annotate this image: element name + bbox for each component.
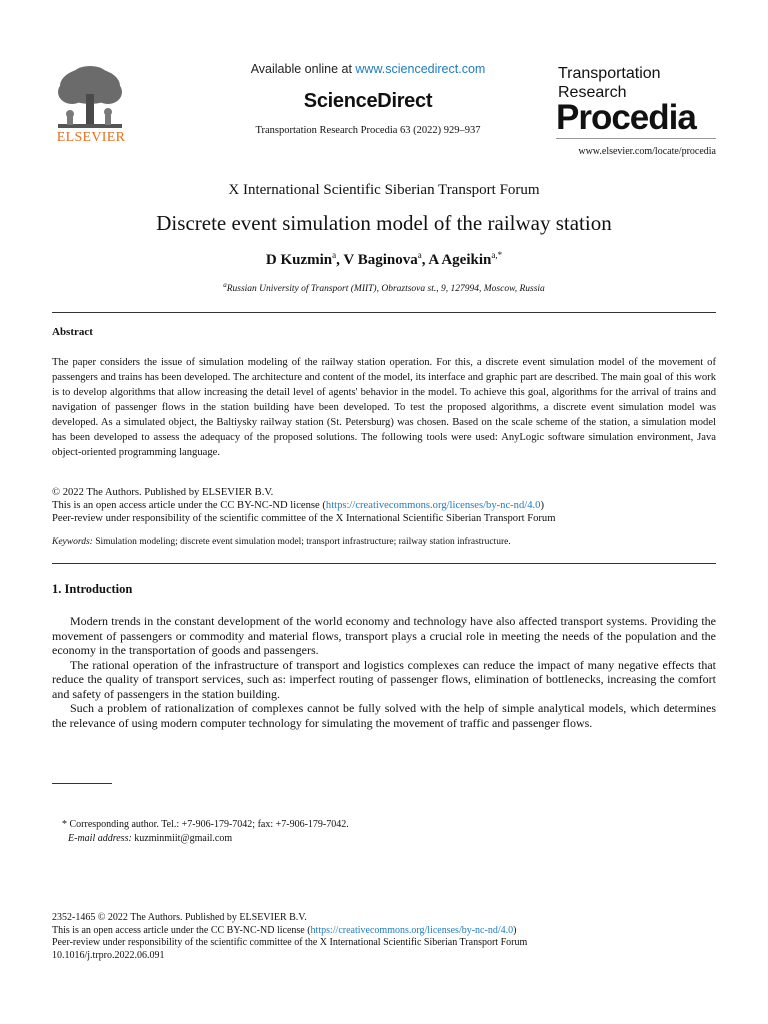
license-line <box>52 499 716 512</box>
paragraph: Modern trends in the constant development of the world economy and technology have also affected transport systems. Providing the movement of passengers or commodity and material flows, transport plays a crucial role in meeting the needs of the population and the economy in the transportation of goods and passengers. <box>52 614 716 657</box>
bottom-license-line <box>52 925 716 938</box>
author-name: V Baginova <box>343 252 418 268</box>
corresponding-author: * Corresponding author. Tel.: +7-906-179-7042; fax: +7-906-179-7042. <box>62 819 349 830</box>
author-separator: , <box>336 252 344 268</box>
paragraph: The rational operation of the infrastructure of transport and logistics complexes can reduce the impact of many negative effects that reduce the quality of transport services, such as: imperfect routing of passenger flows, elimination of bottlenecks, increasing the comfort and safety of passengers in the station building. <box>52 657 716 701</box>
copyright-line: © 2022 The Authors. Published by ELSEVIER B.V. <box>52 487 274 498</box>
license-prefix: This is an open access article under the CC BY-NC-ND license ( <box>52 500 326 511</box>
available-online <box>200 62 536 76</box>
paragraph: Such a problem of rationalization of complexes cannot be fully solved with the help of simple analytical models, which determines the relevance of using modern computer technology for simulating the movement of traffic and passenger flows. <box>52 701 716 730</box>
bottom-license-suffix: ) <box>513 924 517 936</box>
peer-review-line: Peer-review under responsibility of the scientific committee of the X International Scientific Siberian Transport Forum <box>52 513 556 524</box>
keywords-label: Keywords: <box>52 537 93 547</box>
section-heading-introduction: 1. Introduction <box>52 582 133 596</box>
bottom-license-prefix: This is an open access article under the CC BY-NC-ND license ( <box>52 924 311 936</box>
author-list <box>0 250 768 269</box>
keywords-text: Simulation modeling; discrete event simulation model; transport infrastructure; railway station infrastructure. <box>95 537 511 547</box>
abstract-heading: Abstract <box>52 326 93 338</box>
journal-logo-line3: Procedia <box>556 98 696 137</box>
divider-top <box>52 312 716 313</box>
divider-abstract <box>52 563 716 564</box>
affiliation-text: Russian University of Transport (MIIT), Obraztsova st., 9, 127994, Moscow, Russia <box>226 284 545 295</box>
journal-citation: Transportation Research Procedia 63 (2022) 929–937 <box>255 125 481 136</box>
available-prefix: Available online at <box>250 62 352 76</box>
bottom-license-link[interactable]: https://creativecommons.org/licenses/by-nc-nd/4.0 <box>310 924 514 936</box>
bottom-peer-review: Peer-review under responsibility of the scientific committee of the X International Scientific Siberian Transport Forum <box>52 937 528 948</box>
bottom-matter <box>52 912 716 962</box>
journal-logo-line2: Research <box>558 84 627 101</box>
email-line <box>62 832 349 846</box>
sciencedirect-link[interactable]: www.sciencedirect.com <box>355 62 486 76</box>
sciencedirect-brand: ScienceDirect <box>303 90 433 112</box>
footnote <box>62 818 349 846</box>
journal-url-link[interactable]: www.elsevier.com/locate/procedia <box>578 146 716 157</box>
email-address[interactable]: kuzminmiit@gmail.com <box>134 833 233 844</box>
license-link[interactable]: https://creativecommons.org/licenses/by-nc-nd/4.0 <box>325 500 541 511</box>
issn-copyright: 2352-1465 © 2022 The Authors. Published by ELSEVIER B.V. <box>52 912 307 923</box>
footnote-divider <box>52 783 112 784</box>
author-affiliation-mark: a,* <box>491 250 503 260</box>
doi[interactable]: 10.1016/j.trpro.2022.06.091 <box>52 949 165 961</box>
author-name: D Kuzmin <box>265 252 333 268</box>
copyright-block <box>52 486 716 525</box>
abstract-body: The paper considers the issue of simulation modeling of the railway station operation. For this, a discrete event simulation model of the movement of passengers and trains has been developed. The architecture and content of the model, its interface and graphic part are described. The main goal of this work is to develop algorithms that allow increasing the detail level of agents' behavior in the model. To achieve this goal, algorithms for the arrival of trains and navigation of passenger flows in the station building have been developed. To test the proposed algorithms, a discrete event simulation model was developed. As a simulated object, the Baltiysky railway station (St. Petersburg) was chosen. Based on the scale scheme of the station, a simulation model has been developed to assess the adequacy of the proposed solutions. The following tools were used: AnyLogic software simulation environment, Java object-oriented programming language. <box>52 357 716 458</box>
author-affiliation-mark: a <box>332 250 337 260</box>
introduction-body <box>52 614 716 730</box>
center-header <box>200 62 536 136</box>
journal-logo <box>556 64 716 138</box>
affiliation <box>0 281 768 294</box>
license-suffix: ) <box>540 500 544 511</box>
author-affiliation-mark: a <box>417 250 422 260</box>
journal-logo-line1: Transportation <box>558 65 661 82</box>
email-label: E-mail address: <box>68 833 132 844</box>
forum-name: X International Scientific Siberian Transport Forum <box>228 182 540 198</box>
affiliation-mark: a <box>223 281 227 289</box>
paper-title: Discrete event simulation model of the railway station <box>156 211 612 235</box>
author-separator: , <box>421 252 429 268</box>
keywords <box>52 537 716 547</box>
journal-logo-divider <box>556 138 716 139</box>
author-name: A Ageikin <box>428 252 492 268</box>
elsevier-wordmark: ELSEVIER <box>56 130 126 145</box>
